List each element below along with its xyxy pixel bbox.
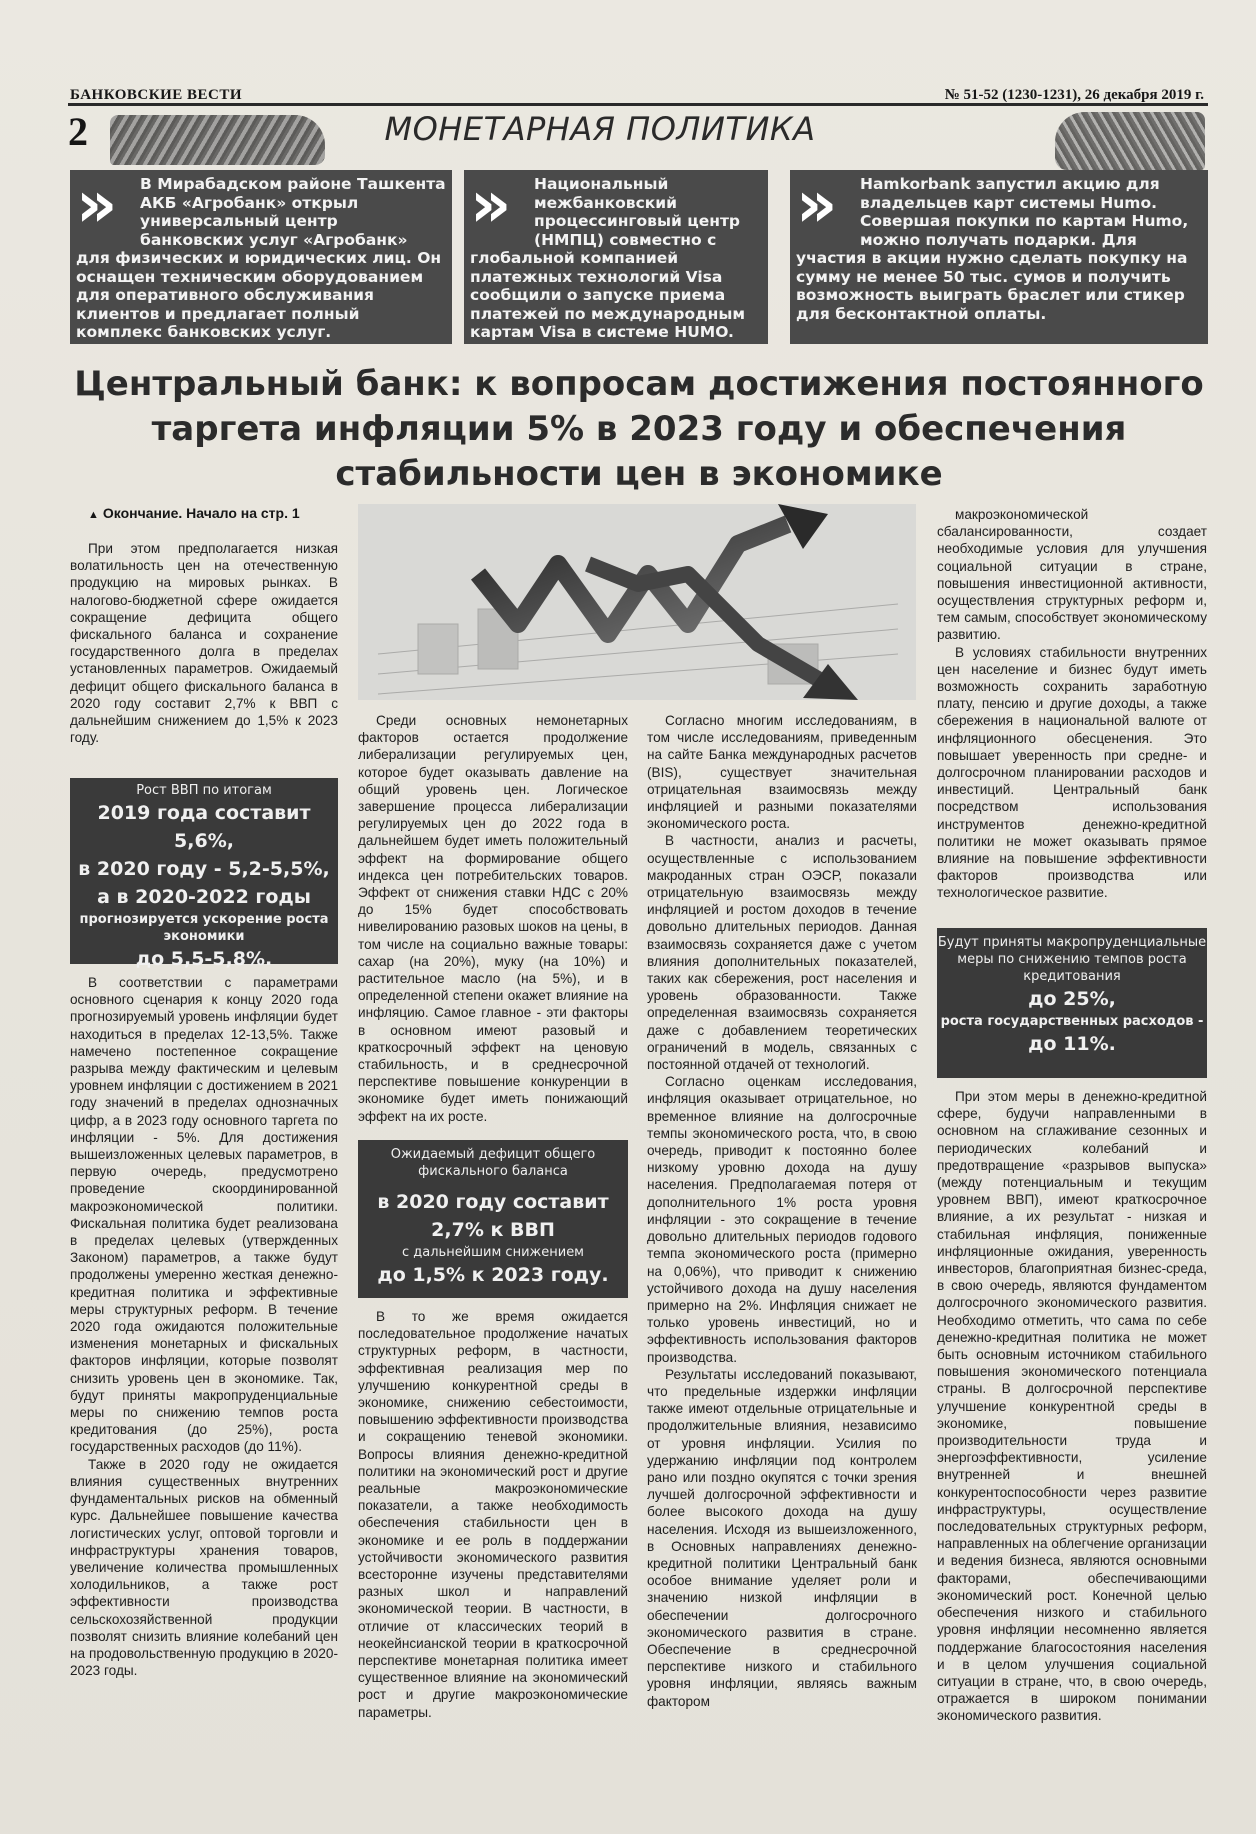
news-brief-nmpc (464, 170, 768, 344)
masthead-bar (68, 87, 1208, 106)
news-brief-agrobank (70, 170, 452, 344)
paragraph: В частности, анализ и расчеты, осуществленные с использованием макроданных стран ОЭСР, показали отрицательную взаимосвязь между инфляцией и ростом доходов в течение довольно длительных периодов. Данная взаимосвязь сохраняется даже с учетом влияния дополнительных показателей, таких как сбережения, рост населения и уровень образованности. Также определенная взаимосвязь сохраняется даже с добавлением теоретических ограничений в модель, связанных с постоянной отдачей от технологий. (647, 833, 917, 1073)
column-4-top (937, 506, 1207, 902)
paragraph: Также в 2020 году не ожидается влияния существенных внутренних фундаментальных рисков на обменный курс. Дальнейшее повышение качества логистических услуг, оптовой торговли и инфраструктуры хранения товаров, увеличение количества промышленных холодильников, а также рост эффективности производства сельскохозяйственной продукции позволят снизить влияние колебаний цен на продовольственную продукцию в 2020-2023 годы. (70, 1456, 338, 1679)
page-number: 2 (68, 109, 88, 154)
paragraph: При этом предполагается низкая волатильность цен на отечественную продукцию на мировых рынках. В налогово-бюджетной сфере ожидается сокращение дефицита общего фискального баланса и сохранение государственного долга в пределах установленных параметров. Ожидаемый дефицит общего фискального баланса в 2020 году составит 2,7% к ВВП с дальнейшим снижением до 1,5% к 2023 году. (70, 541, 338, 746)
column-2-bottom (358, 1308, 628, 1721)
brief-text: В Мирабадском районе Ташкента АКБ «Агробанк» открыл универсальный центр банковских услуг «Агробанк» для физических и юридических лиц. Он оснащен техническим оборудованием для оперативного обслуживания клиентов и предлагает полный комплекс банковских услуг. (76, 175, 446, 341)
column-2-top (358, 712, 628, 1125)
callout-gdp-growth (70, 778, 338, 970)
brief-text: Hamkorbank запустил акцию для владельцев карт системы Humo. Совершая покупки по картам Humo, можно получать подарки. Для участия в акции нужно сделать покупку на сумму не менее 50 тыс. сумов и получить возможность выиграть браслет или стикер для бесконтактной оплаты. (796, 175, 1189, 323)
paragraph: Среди основных немонетарных факторов остается продолжение либерализации регулируемых цен, которое будет оказывать давление на общий уровень цен. Логическое завершение процесса либерализации регулируемых цен до 2022 года в дальнейшем будет иметь положительный эффект на формирование общего индекса цен потребительских товаров. Эффект от снижения ставки НДС с 20% до 15% будет способствовать нивелированию разовых шоков на цены, в том числе на социально важные товары: сахар (на 20%), муку (на 10%) и растительное масло (на 5%), и в определенной степени окажет влияние на инфляцию. Самое главное - эти факторы в основном имеют разовый и краткосрочный эффект на ценовую стабильность, и в среднесрочной перспективе повышение конкуренции в экономике будет иметь понижающий эффект на их росте. (358, 713, 628, 1124)
paragraph: При этом меры в денежно-кредитной сфере, будучи направленными в основном на сглаживание сезонных и периодических колебаний и предотвращение «разрывов выпуска» (между потенциальным и текущим уровнем ВВП), имеют краткосрочное влияние, а их результат - низкая и стабильная инфляция, пониженные инфляционные ожидания, уверенность инвесторов, благоприятная бизнес-среда, в свою очередь, являются фундаментом долгосрочного экономического развития. Необходимо отметить, что сама по себе денежно-кредитная политика не может быть основным источником стабильного повышения экономического потенциала страны. В долгосрочной перспективе улучшение конкурентной среды в экономике, повышение производительности труда и энергоэффективности, усиление внутренней и внешней конкурентоспособности через развитие инфраструктуры, осуществление последовательных структурных реформ, направленных на облегчение организации и ведения бизнеса, являются основными факторами, обеспечивающими экономический рост. Конечной целью обеспечения низкого и стабильного уровня инфляции несомненно является поддержание благосостояния населения и в целом улучшения социальной ситуации в стране, что, в свою очередь, отражается в широком понимании экономического развития. (937, 1089, 1207, 1724)
callout-line: Будут приняты макропруденциальные меры по снижению темпов роста кредитования (937, 935, 1207, 984)
paragraph: Согласно оценкам исследования, инфляция оказывает отрицательное, но временное влияние на долгосрочные темпы экономического роста, что, в свою очередь, приводит к постоянно более низкому уровню дохода на душу населения. Предполагаемая потеря от дополнительного 1% роста уровня инфляции - это сокращение в течение довольно длительных периодов годового темпа экономического роста (примерно на 0,06%), что приводит к снижению устойчивого дохода на душу населения примерно на 2%. Инфляция снижает не только уровень инвестиций, но и эффективность использования факторов производства. (647, 1074, 917, 1365)
callout-line: Рост ВВП по итогам (136, 783, 272, 798)
paragraph: Согласно многим исследованиям, в том числе исследованиям, приведенным на сайте Банка международных расчетов (BIS), существует значительная отрицательная взаимосвязь между инфляцией и разными показателями экономического роста. (647, 713, 917, 832)
double-chevron-icon: » (76, 168, 104, 242)
column-4-bottom (937, 1088, 1207, 1725)
callout-line: прогнозируется ускорение роста экономики (79, 912, 329, 944)
paragraph: В соответствии с параметрами основного сценария к концу 2020 года прогнозируемый уровень инфляции будет находиться в пределах 12-13,5%. Также намечено постепенное сокращение разрыва между фактическим и целевым уровнем инфляции с достижением в 2021 году значений в пределах однозначных цифр, а в 2023 году основного таргета по инфляции - 5%. Для достижения вышеизложенных целевых параметров, в первую очередь, предусмотрено проведение скоординированной макроэкономической политики. Фискальная политика будет реализована в пределах целевых (утвержденных Законом) параметров, а также будут продолжены умеренно жесткая денежно-кредитная политика и эффективные меры структурных реформ. В течение 2020 года ожидаются положительные изменения монетарных и фискальных факторов инфляции, которые позволят снизить уровень цен в экономике. Так, будут приняты макропруденциальные меры по снижению темпов роста кредитования (до 25%), роста государственных расходов (до 11%). (70, 975, 338, 1455)
callout-line: в 2020 году составит (377, 1191, 609, 1213)
column-1-top (70, 540, 338, 746)
continuation-note: ▲ Окончание. Начало на стр. 1 (88, 505, 300, 521)
brief-text: Национальный межбанковский процессинговый центр (НМПЦ) совместно с глобальной компанией платежных технологий Visa сообщили о запуске приема платежей по международным картам Visa в системе HUMO. (470, 175, 746, 341)
callout-line: а в 2020-2022 годы (97, 886, 311, 908)
callout-line: до 5,5-5,8%. (135, 948, 273, 970)
double-chevron-icon: » (470, 168, 498, 242)
callout-macroprudential (937, 928, 1207, 1078)
callout-line: до 11%. (1028, 1033, 1116, 1055)
callout-line: Ожидаемый дефицит общего фискального баланса (390, 1147, 596, 1179)
paragraph: Результаты исследований показывают, что предельные издержки инфляции также имеют отдельные отрицательные и продолжительные влияния, независимо от уровня инфляции. Усилия по удержанию инфляции под контролем рано или поздно окупятся с точки зрения лучшей долгосрочной эффективности и более высокого дохода на душу населения. Исходя из вышеизложенного, в Основных направлениях денежно-кредитной политики Центральный банк особое внимание уделяет роли и значению низкой инфляции в обеспечении долгосрочного экономического развития в стране. Обеспечение в среднесрочной перспективе низкого и стабильного уровня инфляции, являясь важным фактором (647, 1366, 917, 1709)
fir-branch-decoration-left (110, 115, 325, 165)
paragraph: В то же время ожидается последовательное продолжение начатых структурных реформ, в частности, эффективная реализация мер по улучшению конкурентной среды в экономике, снижению себестоимости, повышению эффективности производства и сокращению теневой экономики. Вопросы влияния денежно-кредитной политики на экономический рост и другие реальные макроэкономические показатели, а также необходимость обеспечения стабильности цен в экономике и ее роль в поддержании устойчивости экономического развития всесторонне изучены представителями разных школ и направлений экономической теории. В частности, в отличие от классических теорий в неокейнсианской теории в краткосрочной перспективе монетарная политика имеет существенное влияние на экономический рост и другие макроэкономические параметры. (358, 1309, 628, 1720)
callout-line: с дальнейшим снижением (402, 1245, 584, 1260)
paper-name: БАНКОВСКИЕ ВЕСТИ (70, 87, 243, 103)
paragraph: В условиях стабильности внутренних цен население и бизнес будут иметь возможность сохранить заработную плату, пенсию и другие доходы, а также сбережения в национальной валюте от инфляционного обесценения. Это повышает уверенность при средне- и долгосрочном планировании расходов и инвестиций. Центральный банк посредством использования инструментов денежно-кредитной политики не может оказывать прямое влияние на повышение эффективности факторов производства или технологическое развитие. (937, 644, 1207, 901)
triangle-up-icon: ▲ (88, 509, 99, 521)
callout-line: в 2020 году - 5,2-5,5%, (78, 858, 330, 880)
callout-fiscal-deficit (358, 1140, 628, 1298)
callout-line: 2,7% к ВВП (431, 1219, 555, 1241)
double-chevron-icon: » (796, 168, 824, 242)
column-3 (647, 712, 917, 1710)
section-title: МОНЕТАРНАЯ ПОЛИТИКА (384, 110, 816, 148)
chart-arrows-photo (358, 504, 916, 700)
paragraph: макроэкономической сбалансированности, создает необходимые условия для улучшения социальной ситуации в стране, повышения инвестиционной активности, осуществления структурных реформ и, тем самым, способствует экономическому развитию. (937, 507, 1207, 643)
article-headline: Центральный банк: к вопросам достижения постоянного таргета инфляции 5% в 2023 году и обеспечения стабильности цен в экономике (74, 364, 1204, 494)
issue-info: № 51-52 (1230-1231), 26 декабря 2019 г. (944, 87, 1204, 103)
news-brief-hamkorbank (790, 170, 1208, 344)
callout-line: до 25%, (1028, 988, 1116, 1010)
callout-line: 2019 года составит 5,6%, (97, 802, 311, 852)
callout-line: до 1,5% к 2023 году. (377, 1264, 609, 1286)
callout-line: роста государственных расходов - (940, 1014, 1204, 1029)
column-1-bottom (70, 974, 338, 1679)
fir-branch-decoration-right (1055, 112, 1205, 170)
